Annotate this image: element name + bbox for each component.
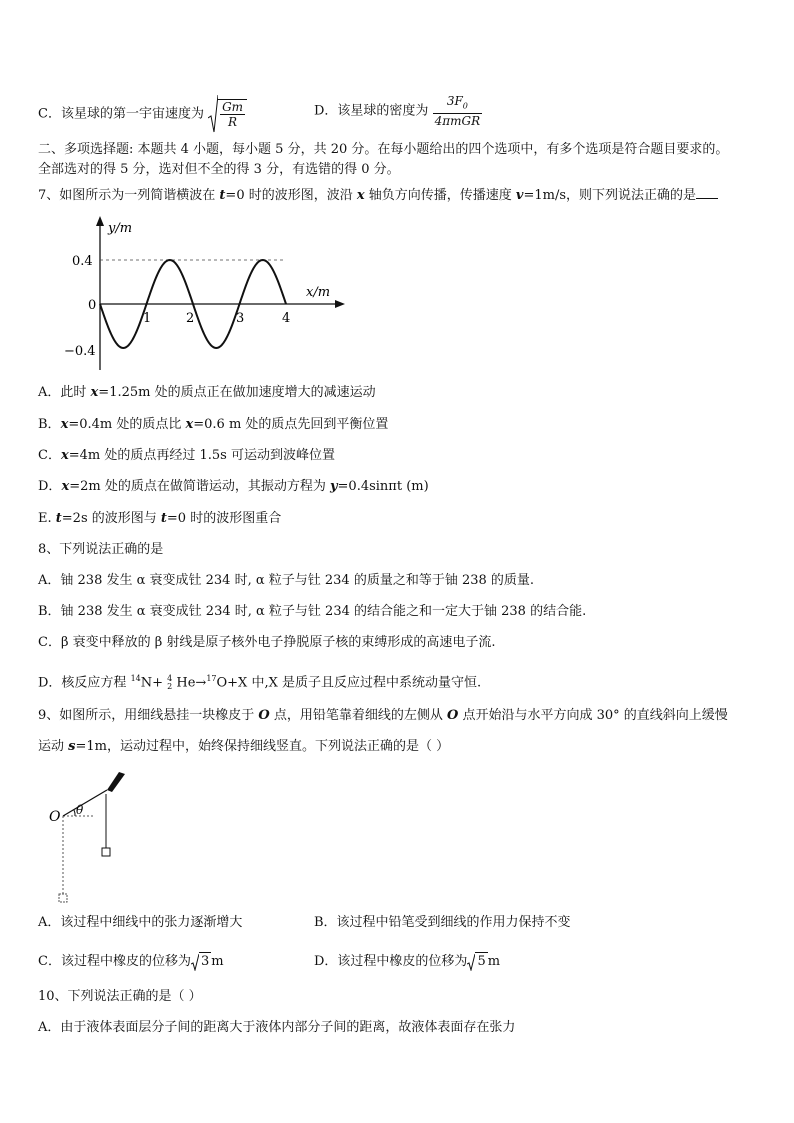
- q6-option-c-text: C．该星球的第一宇宙速度为: [38, 106, 204, 122]
- var-x: x: [61, 479, 70, 494]
- radicand: 5: [477, 954, 486, 969]
- radicand: 3: [200, 954, 210, 969]
- fraction-denominator: R: [228, 115, 238, 129]
- q9-option-a: A．该过程中细线中的张力逐渐增大: [38, 915, 243, 930]
- eraser-icon: [102, 848, 110, 856]
- section2-line1: 二、多项选择题: 本题共 4 小题，每小题 5 分，共 20 分。在每小题给出的四个选项中，有多个选项是符合题目要求的。: [38, 142, 729, 157]
- q7-option-b: [38, 416, 388, 434]
- var-y: y: [329, 479, 338, 494]
- var-x: x: [356, 188, 365, 203]
- q8-stem: 8、下列说法正确的是: [38, 542, 164, 557]
- angle-arc: [74, 810, 75, 816]
- radical-sign-icon: [191, 953, 199, 971]
- q9-stem-line2: [38, 738, 449, 756]
- text: =0.4m 处的质点比: [68, 417, 186, 432]
- q8-option-a: A．铀 238 发生 α 衰变成钍 234 时, α 粒子与钍 234 的质量之和等于铀 238 的质量.: [38, 573, 535, 588]
- y-tick-bottom: −0.4: [64, 344, 96, 359]
- q8-option-b: B．铀 238 发生 α 衰变成钍 234 时, α 粒子与钍 234 的结合能之和一定大于铀 238 的结合能.: [38, 604, 587, 619]
- mass-number: 17: [206, 674, 217, 683]
- wave-graph: [60, 210, 350, 375]
- x-tick-4: 4: [282, 311, 291, 326]
- x-axis-arrow-icon: [335, 300, 345, 308]
- x-tick-1: 1: [143, 311, 152, 326]
- point-o: O: [447, 708, 459, 723]
- unit: m: [487, 954, 501, 969]
- x-tick-3: 3: [236, 311, 245, 326]
- radical-sign-icon: [467, 953, 475, 971]
- fraction-numerator: Gm: [222, 100, 244, 114]
- sqrt-5: [467, 952, 487, 971]
- atomic-number: 2: [167, 681, 173, 691]
- text: =1m/s，则下列说法正确的是: [523, 188, 696, 203]
- var-t: t: [55, 511, 62, 526]
- q6-option-d: [314, 94, 482, 128]
- y-axis-label: y/m: [108, 221, 133, 236]
- pencil-icon: [107, 772, 125, 792]
- q10-option-a: A．由于液体表面层分子间的距离大于液体内部分子间的距离，故液体表面存在张力: [38, 1020, 516, 1035]
- text: =0 时的波形图重合: [166, 511, 282, 526]
- text: =2s 的波形图与: [61, 511, 161, 526]
- text: =2m 处的质点在做简谐运动，其振动方程为: [69, 479, 330, 494]
- text: =1m，运动过程中，始终保持细线竖直。下列说法正确的是（ ）: [75, 739, 450, 754]
- fraction-denominator: 4πmGR: [434, 114, 481, 129]
- sqrt-3: [191, 952, 211, 971]
- theta-label: θ: [76, 803, 84, 817]
- text: =0.6 m 处的质点先回到平衡位置: [193, 417, 389, 432]
- y-axis-arrow-icon: [96, 216, 104, 226]
- initial-eraser-icon: [59, 894, 67, 902]
- q10-stem: 10、下列说法正确的是（ ）: [38, 989, 202, 1004]
- text: =0 时的波形图，波沿: [225, 188, 357, 203]
- text: =4m 处的质点再经过 1.5s 可运动到波峰位置: [68, 448, 335, 463]
- q9-option-b: B．该过程中铅笔受到细线的作用力保持不变: [314, 915, 571, 930]
- q9-option-c: [38, 952, 224, 971]
- q6-option-c: [38, 94, 247, 134]
- text: =1.25m 处的质点正在做加速度增大的减速运动: [98, 385, 376, 400]
- q7-option-d: [38, 478, 429, 496]
- var-v: v: [515, 188, 524, 203]
- var-x: x: [60, 417, 69, 432]
- q8-option-c: C．β 衰变中释放的 β 射线是原子核外电子挣脱原子核的束缚形成的高速电子流.: [38, 635, 496, 650]
- point-o-label: O: [49, 809, 61, 825]
- text: C．: [38, 448, 61, 463]
- x-axis-label: x/m: [306, 285, 331, 300]
- text: D．: [38, 479, 62, 494]
- text: 点开始沿与水平方向成 30° 的直线斜向上缓慢: [458, 708, 728, 723]
- var-x: x: [90, 385, 99, 400]
- x-tick-2: 2: [186, 311, 195, 326]
- text: D．核反应方程: [38, 675, 131, 691]
- fraction-gm-r: [220, 100, 245, 129]
- pencil-string-figure: [45, 764, 145, 904]
- text: 点，用铅笔靠着细线的左侧从: [269, 708, 447, 723]
- text: C．该过程中橡皮的位移为: [38, 954, 191, 969]
- mass-number: 4: [167, 673, 173, 683]
- text: 7、如图所示为一列简谐横波在: [38, 188, 220, 203]
- var-t: t: [219, 188, 226, 203]
- subscript: 0: [462, 101, 468, 111]
- q8-option-d: [38, 670, 481, 692]
- fraction-numerator: 3F: [446, 94, 463, 108]
- text: He→: [172, 675, 207, 691]
- text: 9、如图所示，用细线悬挂一块橡皮于: [38, 708, 259, 723]
- var-x: x: [185, 417, 194, 432]
- answer-blank: [696, 198, 718, 199]
- text: A．此时: [38, 385, 91, 400]
- var-t: t: [160, 511, 167, 526]
- sqrt-expression: [208, 94, 247, 134]
- radical-sign-icon: [208, 94, 218, 134]
- incline-path: [63, 790, 107, 816]
- var-s: s: [68, 739, 76, 754]
- q6-option-d-text: D．该星球的密度为: [314, 103, 429, 119]
- text: B．: [38, 417, 61, 432]
- y-tick-top: 0.4: [72, 254, 93, 269]
- q7-stem: [38, 187, 718, 205]
- unit: m: [211, 954, 224, 969]
- point-o: O: [258, 708, 270, 723]
- text: O+X 中,X 是质子且反应过程中系统动量守恒.: [216, 675, 482, 691]
- section2-line2: 全部选对的得 5 分，选对但不全的得 3 分，有选错的得 0 分。: [38, 162, 400, 177]
- text: D．该过程中橡皮的位移为: [314, 954, 468, 969]
- q7-option-c: [38, 447, 335, 465]
- q7-option-a: [38, 384, 376, 402]
- var-x: x: [60, 448, 69, 463]
- text: N+: [140, 675, 168, 691]
- text: =0.4sinπt (m): [337, 479, 429, 494]
- q9-stem-line1: [38, 707, 728, 725]
- text: 运动: [38, 739, 69, 754]
- mass-number: 14: [130, 674, 141, 683]
- text: E.: [38, 511, 56, 526]
- y-tick-zero: 0: [88, 298, 97, 313]
- q9-option-d: [314, 952, 500, 971]
- fraction-density: [433, 94, 483, 128]
- q7-option-e: [38, 510, 281, 528]
- text: 轴负方向传播，传播速度: [364, 188, 516, 203]
